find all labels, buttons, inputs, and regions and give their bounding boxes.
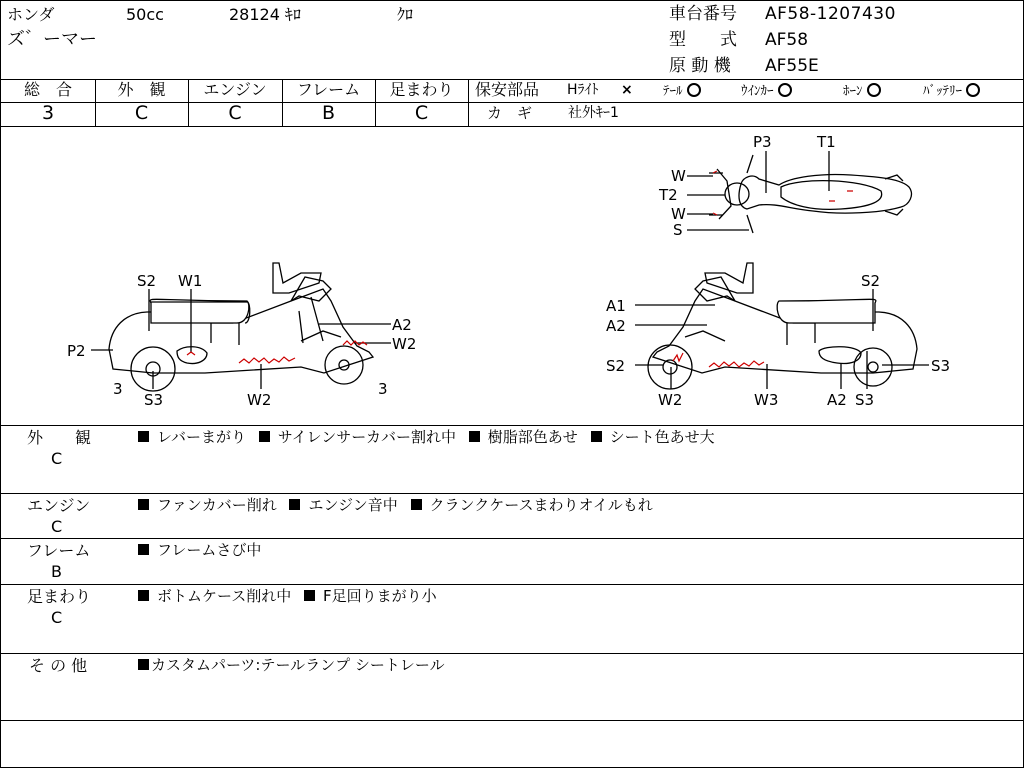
label-t2: T2	[659, 186, 678, 204]
model-name: ズ゛ーマー	[7, 29, 97, 50]
note-item: エンジン音中	[308, 496, 398, 514]
notes-engine-grade: C	[51, 517, 63, 536]
label-t1: T1	[817, 133, 836, 151]
label-w-b: W	[671, 205, 686, 223]
notes-exterior-label: 外 観	[27, 428, 92, 447]
bullet-icon	[469, 431, 480, 442]
suspension-grade: C	[414, 102, 429, 124]
note-item: カスタムパーツ:テールランプ シートレール	[151, 656, 445, 674]
note-item: ボトムケース削れ中	[157, 587, 292, 605]
divider	[1, 538, 1023, 539]
divider	[1, 720, 1023, 721]
notes-engine-items	[138, 498, 653, 513]
frame-number-label: 車台番号	[669, 4, 737, 24]
label-a2-r: A2	[606, 317, 626, 335]
note-item: F足回りまがり小	[323, 587, 437, 605]
displacement: 50cc	[126, 5, 164, 24]
mileage: 28124 ｷﾛ	[229, 5, 301, 24]
engine-code: AF55E	[765, 56, 819, 76]
overall-grade: 3	[41, 102, 55, 124]
battery-label: ﾊﾞｯﾃﾘｰ	[923, 84, 962, 99]
notes-exterior-items	[138, 430, 715, 445]
label-w2-right: W2	[392, 335, 417, 353]
engine-grade: C	[228, 102, 242, 124]
label-s3-r: S3	[931, 357, 951, 375]
damage-diagram	[1, 1, 1024, 425]
note-item: サイレンサーカバー割れ中	[277, 428, 457, 446]
notes-other-label: そ の 他	[29, 656, 88, 675]
label-3a: 3	[113, 380, 123, 398]
notes-frame-items	[138, 543, 261, 558]
maker: ホンダ	[7, 5, 55, 24]
label-p3: P3	[753, 133, 772, 151]
note-item: フレームさび中	[157, 541, 262, 559]
safety-label: 保安部品	[475, 80, 540, 99]
bullet-icon	[304, 590, 315, 601]
label-w2: W2	[247, 391, 272, 409]
label-a2b-r: A2	[827, 391, 847, 409]
label-w-a: W	[671, 167, 686, 185]
headlight-status-mark: ×	[621, 82, 633, 98]
bullet-icon	[411, 499, 422, 510]
bullet-icon	[138, 499, 149, 510]
engine-code-label: 原 動 機	[669, 56, 731, 76]
model-code: AF58	[765, 30, 809, 50]
label-w2-r: W2	[658, 391, 683, 409]
notes-suspension-grade: C	[51, 608, 63, 627]
notes-engine-label: エンジン	[27, 496, 91, 515]
bullet-icon	[259, 431, 270, 442]
divider	[1, 493, 1023, 494]
model-code-label: 型 式	[669, 30, 737, 50]
bullet-icon	[138, 659, 149, 670]
notes-suspension-items	[138, 589, 437, 604]
engine-label: エンジン	[203, 80, 267, 99]
note-item: シート色あせ大	[609, 428, 715, 446]
exterior-grade: C	[134, 102, 149, 124]
label-s: S	[673, 221, 683, 239]
label-3b: 3	[378, 380, 388, 398]
note-item: クランクケースまわりオイルもれ	[429, 496, 653, 514]
bullet-icon	[138, 544, 149, 555]
label-a2: A2	[392, 316, 412, 334]
notes-frame-grade: B	[51, 562, 62, 581]
scooter-top-view	[709, 155, 911, 233]
exterior-label: 外 観	[117, 80, 166, 99]
frame-number: AF58-1207430	[765, 4, 896, 24]
label-s2-r: S2	[861, 272, 881, 290]
label-s2b-r: S2	[606, 357, 626, 375]
notes-other-items	[138, 658, 445, 673]
key-label: カ ギ	[487, 104, 533, 122]
frame-grade: B	[321, 102, 336, 124]
bullet-icon	[138, 431, 149, 442]
bullet-icon	[591, 431, 602, 442]
overall-label: 総 合	[23, 80, 72, 99]
notes-exterior-grade: C	[51, 449, 63, 468]
label-s2: S2	[137, 272, 157, 290]
note-item: レバーまがり	[157, 428, 246, 446]
divider	[1, 584, 1023, 585]
key-value: 社外ｷｰ1	[568, 105, 619, 121]
bullet-icon	[138, 590, 149, 601]
label-s3b-r: S3	[855, 391, 875, 409]
horn-label: ﾎｰﾝ	[843, 84, 863, 99]
frame-label: フレーム	[296, 80, 361, 99]
note-item: 樹脂部色あせ	[487, 428, 578, 446]
notes-suspension-label: 足まわり	[27, 587, 92, 606]
color: ｸﾛ	[397, 5, 414, 24]
headlight-label: Hﾗｲﾄ	[567, 82, 599, 98]
divider	[1, 425, 1023, 426]
label-p2: P2	[67, 342, 86, 360]
label-s3: S3	[144, 391, 164, 409]
label-w3-r: W3	[754, 391, 779, 409]
label-w1: W1	[178, 272, 203, 290]
tail-label: ﾃｰﾙ	[663, 84, 683, 99]
bullet-icon	[289, 499, 300, 510]
winker-label: ｳｲﾝｶｰ	[741, 84, 774, 99]
suspension-label: 足まわり	[389, 80, 454, 99]
notes-frame-label: フレーム	[27, 541, 91, 560]
label-a1: A1	[606, 297, 626, 315]
divider	[1, 653, 1023, 654]
note-item: ファンカバー削れ	[157, 496, 277, 514]
